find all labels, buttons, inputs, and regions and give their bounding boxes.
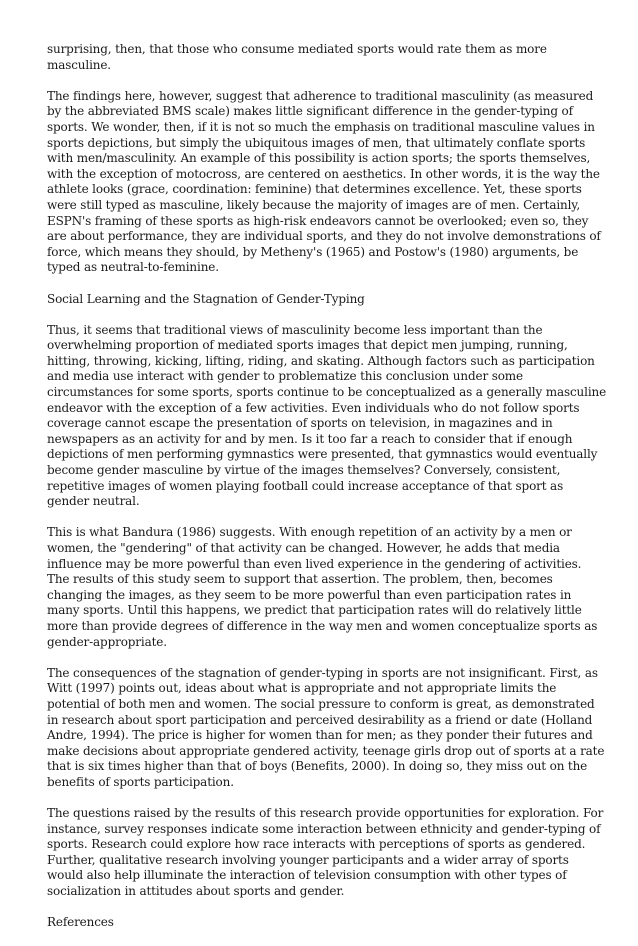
paragraph-consequences: The consequences of the stagnation of gender-typing in sports are not insignificant. First, as Witt (1997) points out, ideas about what is appropriate and not appropriate limits the potential of both men and women. The social pressure to conform is great, as demonstrated in research about sport participation and perceived desirability as a friend or date (Holland Andre, 1994). The price is higher for women than for men; as they ponder their futures and make decisions about appropriate gendered activity, teenage girls drop out of sports at a rate that is six times higher than that of boys (Benefits, 2000). In doing so, they miss out on the benefits of sports participation.	[47, 665, 605, 789]
paragraph-bandura: This is what Bandura (1986) suggests. With enough repetition of an activity by a men or women, the "gendering" of that activity can be changed. However, he adds that media influence may be more powerful than even lived experience in the gendering of activities. The results of this study seem to support that assertion. The problem, then, becomes changing the images, as they seem to be more powerful than even participation rates in many sports. Until this happens, we predict that participation rates will do relatively little more than provide degrees of difference in the way men and women conceptualize sports as gender-appropriate.	[47, 525, 598, 649]
paragraph-continuation: surprising, then, that those who consume mediated sports would rate them as more masculine.	[47, 42, 547, 72]
section-heading-references: References	[47, 915, 114, 930]
document-page	[47, 42, 607, 946]
paragraph-traditional-views: Thus, it seems that traditional views of masculinity become less important than the overwhelming proportion of mediated sports images that depict men jumping, running, hitting, throwing, kicking, lifting, riding, and skating. Although factors such as participation and media use interact with gender to problematize this conclusion under some circumstances for some sports, sports continue to be conceptualized as a generally masculine endeavor with the exception of a few activities. Even individuals who do not follow sports coverage cannot escape the presentation of sports on television, in magazines and in newspapers as an activity for and by men. Is it too far a reach to consider that if enough depictions of men performing gymnastics were presented, that gymnastics would eventually become gender masculine by virtue of the images themselves? Conversely, consistent, repetitive images of women playing football could increase acceptance of that sport as gender neutral.	[47, 322, 607, 509]
paragraph-future-research: The questions raised by the results of this research provide opportunities for exploration. For instance, survey responses indicate some interaction between ethnicity and gender-typing of sports. Research could explore how race interacts with perceptions of sports as gendered. Further, qualitative research involving younger participants and a wider array of sports would also help illuminate the interaction of television consumption with other types of socialization in attitudes about sports and gender.	[47, 806, 604, 899]
section-heading-social-learning: Social Learning and the Stagnation of Gender-Typing	[47, 291, 365, 306]
paragraph-findings: The findings here, however, suggest that adherence to traditional masculinity (as measured by the abbreviated BMS scale) makes little significant difference in the gender-typing of sports. We wonder, then, if it is not so much the emphasis on traditional masculine values in sports depictions, but simply the ubiquitous images of men, that ultimately conflate sports with men/masculinity. An example of this possibility is action sports; the sports themselves, with the exception of motocross, are centered on aesthetics. In other words, it is the way the athlete looks (grace, coordination: feminine) that determines excellence. Yet, these sports were still typed as masculine, likely because the majority of images are of men. Certainly, ESPN's framing of these sports as high-risk endeavors cannot be overlooked; even so, they are about performance, they are individual sports, and they do not involve demonstrations of force, which means they should, by Metheny's (1965) and Postow's (1980) arguments, be typed as neutral-to-feminine.	[47, 88, 601, 275]
